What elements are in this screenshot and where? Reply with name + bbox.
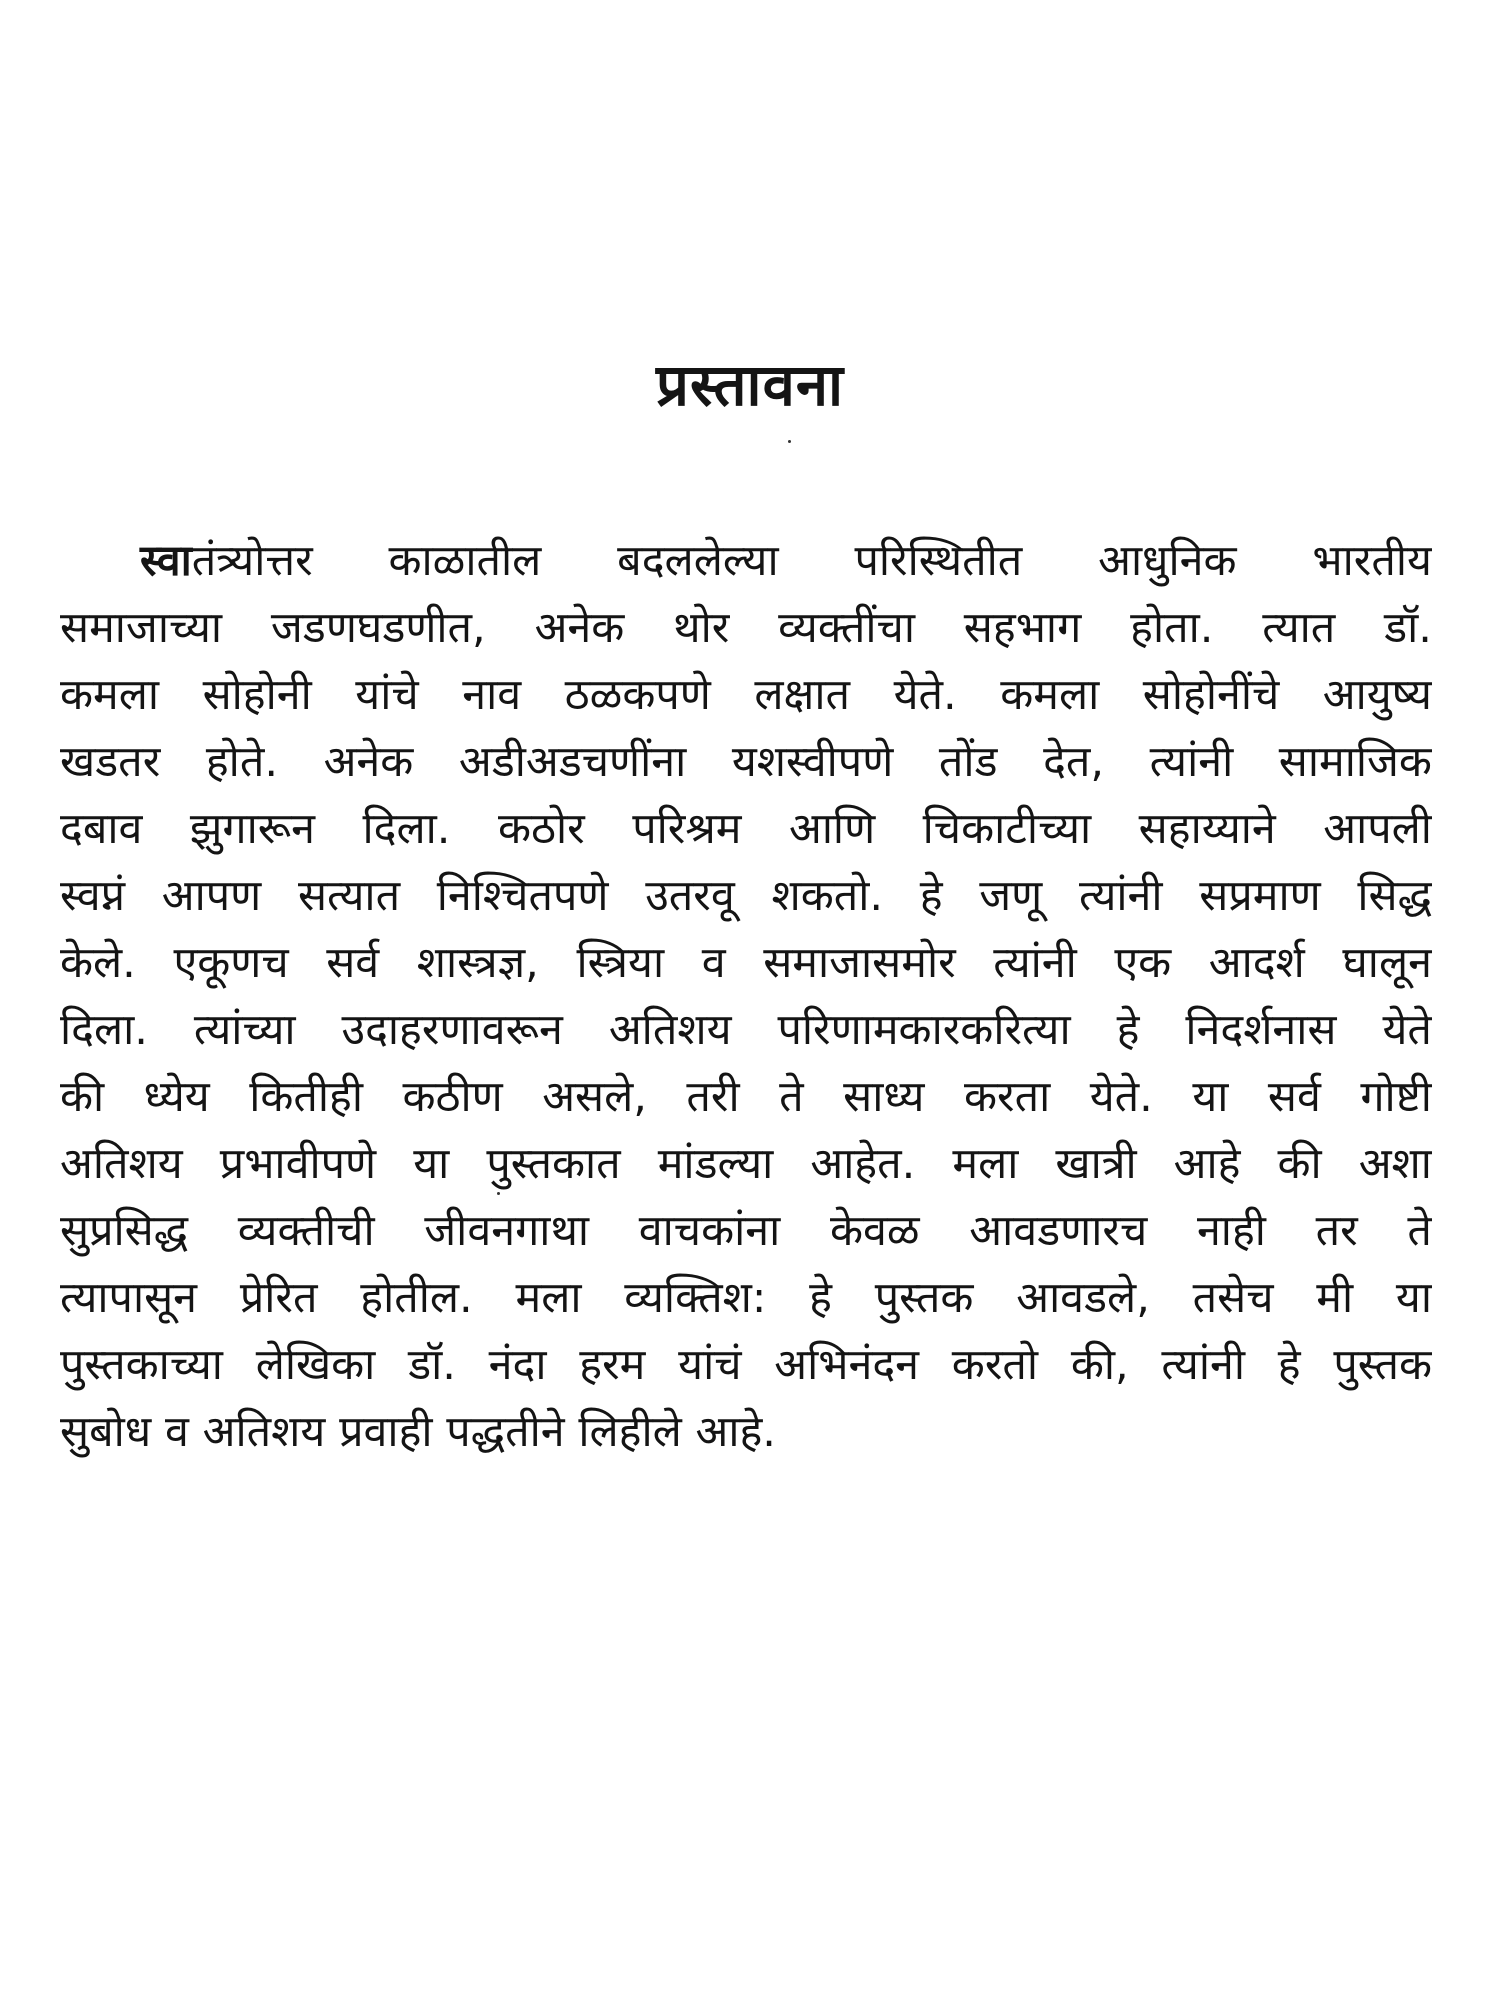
word: हे	[809, 1273, 832, 1323]
word: अडीअडचणींना	[458, 737, 687, 787]
word: खात्री	[1055, 1139, 1137, 1189]
word: सिद्ध	[1357, 871, 1432, 921]
word: व्यक्तींचा	[778, 603, 915, 653]
word: डॉ.	[408, 1340, 456, 1390]
word: कमला	[60, 670, 160, 720]
word: मला	[952, 1139, 1019, 1189]
word: चिकाटीच्या	[922, 804, 1092, 854]
word: कितीही	[249, 1072, 363, 1122]
paragraph-line	[60, 595, 1432, 662]
word: करतो	[951, 1340, 1039, 1390]
word: या	[1192, 1072, 1229, 1122]
word: यांचे	[355, 670, 419, 720]
word: की	[1277, 1139, 1322, 1189]
word: एकूणच	[173, 938, 289, 988]
word: सर्व	[326, 938, 380, 988]
word: स्वातंत्र्योत्तर	[140, 536, 313, 586]
word: प्रवाही	[339, 1407, 433, 1457]
word: झुगारून	[189, 804, 316, 854]
word: अनेक	[323, 737, 414, 787]
word: पुस्तकाच्या	[60, 1340, 223, 1390]
word: होतील.	[360, 1273, 473, 1323]
word: अतिशय	[608, 1005, 732, 1055]
word: नाही	[1196, 1206, 1266, 1256]
word: त्यांनी	[1149, 737, 1234, 787]
word: परिश्रम	[632, 804, 742, 854]
paragraph-line	[60, 662, 1432, 729]
word: अनेक	[534, 603, 625, 653]
word: होता.	[1130, 603, 1214, 653]
word: निदर्शनास	[1185, 1005, 1337, 1055]
word: आहेत.	[810, 1139, 916, 1189]
word: लिहीले	[578, 1407, 682, 1457]
word: सप्रमाण	[1199, 871, 1321, 921]
word: हे	[919, 871, 943, 921]
word: या	[1395, 1273, 1432, 1323]
paragraph-line	[60, 729, 1432, 796]
word: नाव	[462, 670, 522, 720]
speck-mark	[497, 1192, 500, 1195]
word: अभिनंदन	[774, 1340, 920, 1390]
word: अशा	[1358, 1139, 1432, 1189]
word: अतिशय	[60, 1139, 183, 1189]
word: ते	[779, 1072, 804, 1122]
word: मांडल्या	[657, 1139, 774, 1189]
word: जडणघडणीत,	[270, 603, 486, 653]
word: या	[413, 1139, 450, 1189]
word: दबाव	[60, 804, 143, 854]
word: जीवनगाथा	[424, 1206, 590, 1256]
word: हे	[1116, 1005, 1140, 1055]
word: तसेच	[1192, 1273, 1274, 1323]
word: त्यांनी	[993, 938, 1077, 988]
word: सुप्रसिद्ध	[60, 1206, 189, 1256]
paragraph-line	[60, 528, 1432, 595]
word: तोंड	[938, 737, 998, 787]
word: लक्षात	[754, 670, 851, 720]
word: मला	[515, 1273, 582, 1323]
speck-mark	[788, 440, 791, 443]
word: डॉ.	[1384, 603, 1432, 653]
paragraph-line	[60, 997, 1432, 1064]
word: लेखिका	[255, 1340, 376, 1390]
word: सहाय्याने	[1138, 804, 1276, 854]
word: समाजाच्या	[60, 603, 223, 653]
word: आयुष्य	[1322, 670, 1432, 720]
word: थोर	[673, 603, 730, 653]
word: ते	[1407, 1206, 1432, 1256]
word: खडतर	[60, 737, 161, 787]
word: तर	[1315, 1206, 1358, 1256]
word: पुस्तक	[1333, 1340, 1432, 1390]
word: येते	[1382, 1005, 1432, 1055]
word: सोहोनी	[202, 670, 312, 720]
word: त्यात	[1262, 603, 1336, 653]
paragraph-line	[60, 1198, 1432, 1265]
word: सामाजिक	[1278, 737, 1432, 787]
word: दिला.	[362, 804, 451, 854]
word: उदाहरणावरून	[341, 1005, 563, 1055]
word: पुस्तकात	[486, 1139, 621, 1189]
word: देत,	[1043, 737, 1105, 787]
word: आधुनिक	[1098, 536, 1237, 586]
word: पुस्तक	[874, 1273, 974, 1323]
word: सर्व	[1267, 1072, 1321, 1122]
word: गोष्टी	[1360, 1072, 1432, 1122]
word: कठीण	[402, 1072, 503, 1122]
word: आहे.	[695, 1407, 776, 1457]
word: अतिशय	[202, 1407, 326, 1457]
word: आपली	[1323, 804, 1432, 854]
word: पद्धतीने	[446, 1407, 565, 1457]
word: यशस्वीपणे	[731, 737, 894, 787]
word: वाचकांना	[638, 1206, 781, 1256]
word: त्यांनी	[1161, 1340, 1245, 1390]
word: घालून	[1342, 938, 1432, 988]
word: असले,	[542, 1072, 647, 1122]
word: आणि	[788, 804, 876, 854]
word: काळातील	[388, 536, 542, 586]
paragraph-line	[60, 1332, 1432, 1399]
word: केले.	[60, 938, 136, 988]
paragraph-line	[60, 1265, 1432, 1332]
word: ध्येय	[143, 1072, 210, 1122]
word: आदर्श	[1208, 938, 1305, 988]
word: केवळ	[829, 1206, 920, 1256]
word: की	[60, 1072, 105, 1122]
word: आवडणारच	[969, 1206, 1148, 1256]
word: सुबोध	[60, 1407, 152, 1457]
word: स्त्रिया	[576, 938, 665, 988]
word: आवडले,	[1016, 1273, 1150, 1323]
word: परिणामकारकरित्या	[777, 1005, 1071, 1055]
lead-bold-text: स्वा	[140, 536, 192, 586]
word: शकतो.	[771, 871, 884, 921]
paragraph-line	[60, 1131, 1432, 1198]
word: त्यांनी	[1078, 871, 1163, 921]
word: कठोर	[497, 804, 585, 854]
word: मी	[1316, 1273, 1354, 1323]
word: भारतीय	[1312, 536, 1432, 586]
word: सत्यात	[297, 871, 401, 921]
word: येते.	[1089, 1072, 1153, 1122]
word: होते.	[205, 737, 278, 787]
word: एक	[1114, 938, 1172, 988]
word: आपण	[161, 871, 262, 921]
word: प्रभावीपणे	[219, 1139, 377, 1189]
word: यांचं	[678, 1340, 742, 1390]
word: दिला.	[60, 1005, 148, 1055]
word: जणू	[979, 871, 1043, 921]
word: स्वप्नं	[60, 871, 126, 921]
word: कमला	[1000, 670, 1100, 720]
word: व	[701, 938, 726, 988]
word: ठळकपणे	[564, 670, 711, 720]
word: प्रेरित	[239, 1273, 318, 1323]
word: साध्य	[843, 1072, 925, 1122]
word: उतरवू	[645, 871, 735, 921]
word: निश्चितपणे	[436, 871, 609, 921]
word: व्यक्तीची	[237, 1206, 375, 1256]
word: येते.	[893, 670, 957, 720]
word: हरम	[579, 1340, 646, 1390]
word: बदललेल्या	[617, 536, 779, 586]
paragraph-line	[60, 1399, 1432, 1466]
word: व	[164, 1407, 189, 1457]
paragraph-line	[60, 863, 1432, 930]
word: शास्त्रज्ञ,	[416, 938, 539, 988]
paragraph-line	[60, 1064, 1432, 1131]
word: व्यक्तिश:	[624, 1273, 767, 1323]
preface-paragraph	[60, 528, 1432, 1466]
paragraph-line	[60, 796, 1432, 863]
word: आहे	[1173, 1139, 1241, 1189]
word: सहभाग	[963, 603, 1082, 653]
word: की,	[1070, 1340, 1129, 1390]
word: समाजासमोर	[763, 938, 956, 988]
word: त्यापासून	[60, 1273, 198, 1323]
word: करता	[963, 1072, 1051, 1122]
word: त्यांच्या	[193, 1005, 296, 1055]
word: सोहोनींचे	[1142, 670, 1280, 720]
word: तरी	[686, 1072, 740, 1122]
page-title: प्रस्तावना	[655, 351, 845, 419]
word: परिस्थितीत	[854, 536, 1023, 586]
paragraph-line	[60, 930, 1432, 997]
word: हे	[1277, 1340, 1301, 1390]
word: नंदा	[488, 1340, 547, 1390]
